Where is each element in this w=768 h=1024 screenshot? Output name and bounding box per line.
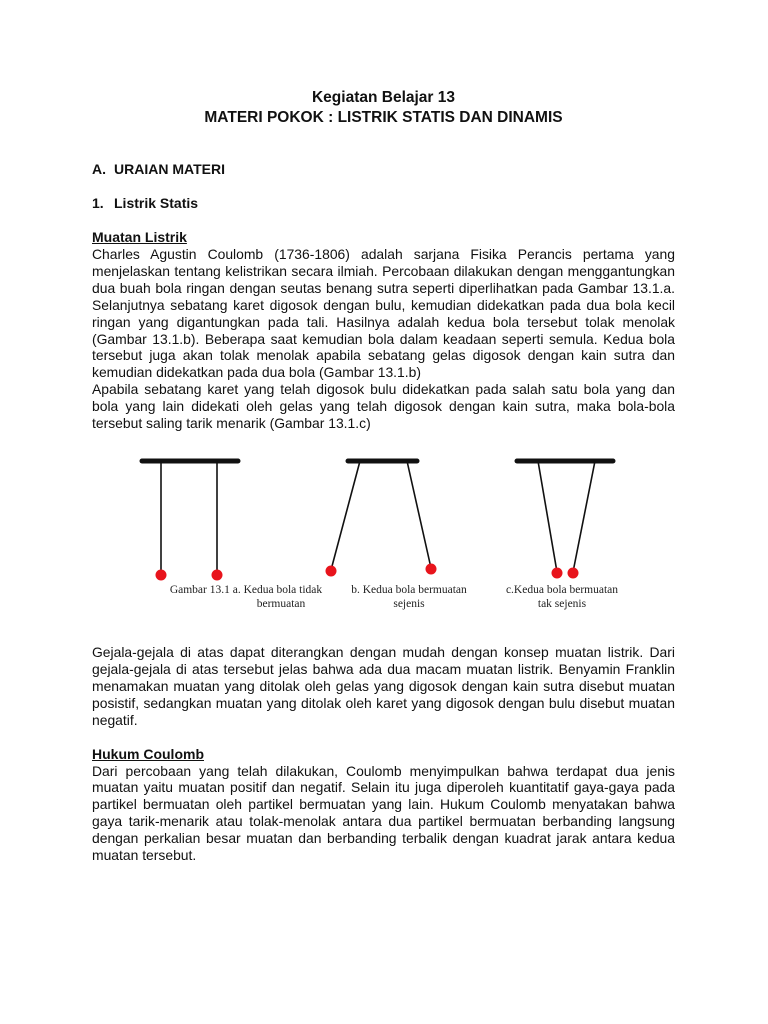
coulomb-paragraph: Dari percobaan yang telah dilakukan, Coulomb menyimpulkan bahwa terdapat dua jenis muatan yaitu muatan positif dan negatif. Selain itu juga diperoleh kuantitatif gaya-gaya pada partikel bermuatan oleh partikel bermuatan yang lain. Hukum Coulomb menyatakan bahwa gaya tarik-menarik atau tolak-menolak antara dua partikel bermuatan berbanding langsung dengan perkalian besar muatan dan berbanding terbalik dengan kuadrat jarak antara kedua muatan tersebut.: [92, 762, 675, 864]
muatan-listrik-heading: Muatan Listrik: [92, 229, 187, 245]
figure-13-1: [132, 444, 732, 624]
hukum-coulomb-heading: Hukum Coulomb: [92, 745, 204, 762]
page-title: Kegiatan Belajar 13: [311, 89, 455, 106]
gejala-paragraph: Gejala-gejala di atas dapat diterangkan dengan mudah dengan konsep muatan listrik. Dari gejala-gejala di atas tersebut jelas bahwa ada dua macam muatan listrik. Benyamin Franklin menamakan muatan yang ditolak oleh gelas yang digosok dengan kain sutra disebut muatan posistif, sedangkan muatan yang ditolak oleh karet yang digosok dengan bulu disebut muatan negatif.: [92, 643, 675, 728]
thread-b-left: [331, 461, 360, 570]
thread-c-right: [573, 461, 595, 572]
muatan-paragraph-2: Apabila sebatang karet yang telah digosok bulu didekatkan pada salah satu bola yang dan bola yang lain didekati oleh gelas yang telah digosok dengan kain sutra, maka bola-bola tersebut saling tarik menarik (Gambar 13.1.c): [92, 381, 675, 432]
section-1-number: 1.: [92, 195, 104, 211]
caption-a: Gambar 13.1 a. Kedua bola tidak bermuatan: [169, 583, 323, 610]
muatan-paragraph-1: Charles Agustin Coulomb (1736-1806) adalah sarjana Fisika Perancis pertama yang menjelaskan tentang kelistrikan secara ilmiah. Percobaan dilakukan dengan menggantungkan dua buah bola ringan dengan seutas benang sutra seperti diperlihatkan pada Gambar 13.1.a. Selanjutnya sebatang karet digosok dengan bulu, kemudian didekatkan pada dua bola kecil ringan yang digantungkan pada tali. Hasilnya adalah kedua bola tersebut tolak menolak (Gambar 13.1.b). Beberapa saat kemudian bola dalam keadaan seperti semula. Kedua bola tersebut juga akan tolak menolak apabila sebatang gelas digosok dengan kain sutra dan kemudian didekatkan pada dua bola (Gambar 13.1.b): [92, 246, 675, 381]
section-1-label: Listrik Statis: [114, 195, 199, 211]
thread-c-left: [538, 461, 557, 572]
document-page: [92, 88, 675, 864]
page-subtitle: MATERI POKOK : LISTRIK STATIS DAN DINAMIS: [204, 109, 563, 126]
section-a-heading: [92, 160, 675, 178]
caption-c: c.Kedua bola bermuatan tak sejenis: [505, 583, 619, 610]
section-1-heading: [92, 194, 675, 212]
thread-b-right: [407, 461, 431, 568]
ball-a-right: [212, 569, 223, 580]
ball-b-left: [326, 565, 337, 576]
ball-b-right: [426, 563, 437, 574]
section-a-label: URAIAN MATERI: [114, 161, 225, 177]
ball-a-left: [156, 569, 167, 580]
ball-c-left: [552, 567, 563, 578]
pendulum-diagram: [132, 444, 732, 594]
section-a-number: A.: [92, 161, 106, 177]
ball-c-right: [568, 567, 579, 578]
caption-b: b. Kedua bola bermuatan sejenis: [351, 583, 467, 610]
